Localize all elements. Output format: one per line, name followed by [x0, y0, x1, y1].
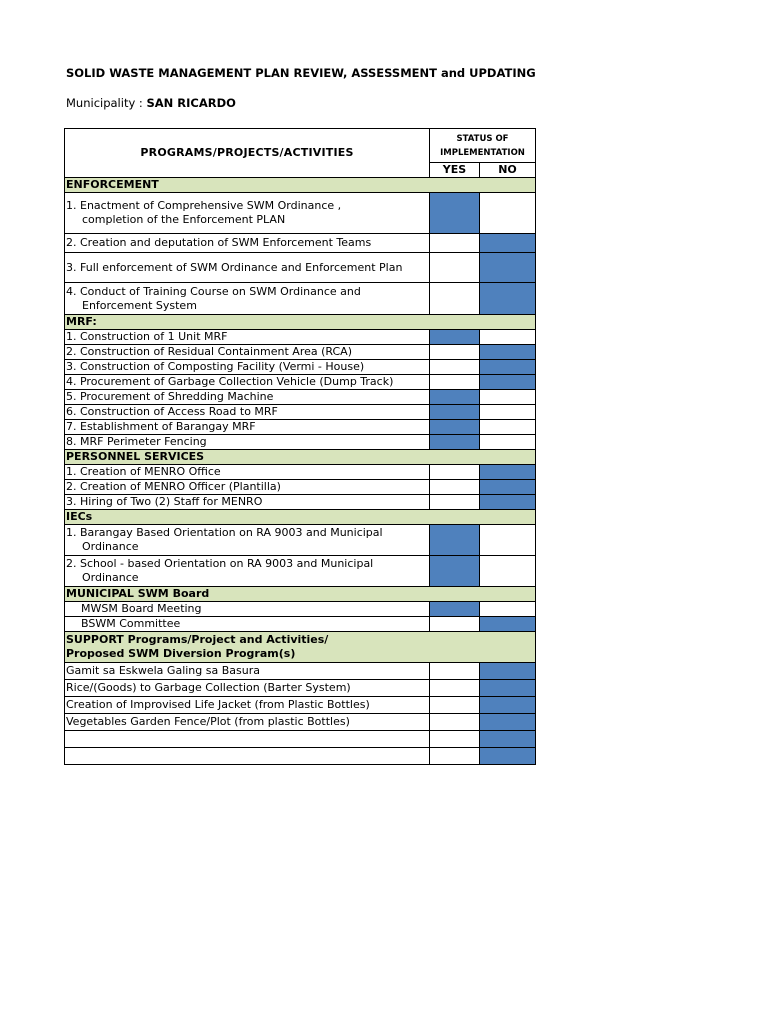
table-row: [65, 731, 536, 748]
activity-cell: [65, 330, 430, 345]
activity-text: 1. Enactment of Comprehensive SWM Ordinance ,: [66, 199, 342, 212]
yes-cell-marked: [430, 556, 480, 587]
yes-cell: [430, 617, 480, 632]
activity-cell: [65, 663, 430, 680]
yes-cell-marked: [430, 193, 480, 234]
table-row: [65, 330, 536, 345]
yes-cell: [430, 714, 480, 731]
section-title: ENFORCEMENT: [65, 178, 536, 193]
table-row: [65, 253, 536, 283]
status-table: [64, 128, 536, 765]
no-cell-marked: [480, 345, 536, 360]
section-row: [65, 510, 536, 525]
activity-text: 4. Conduct of Training Course on SWM Ordinance and: [66, 284, 361, 298]
yes-cell-marked: [430, 390, 480, 405]
section-row: [65, 178, 536, 193]
no-cell-marked: [480, 680, 536, 697]
activity-text: 3. Construction of Composting Facility (Vermi - House): [66, 360, 365, 373]
yes-cell: [430, 375, 480, 390]
activity-text: 1. Creation of MENRO Office: [66, 465, 221, 478]
activity-text-continued: completion of the Enforcement PLAN: [82, 213, 286, 226]
activity-text: 5. Procurement of Shredding Machine: [66, 390, 274, 403]
activity-cell: [65, 480, 430, 495]
no-cell-marked: [480, 714, 536, 731]
table-row: [65, 375, 536, 390]
table-row: [65, 420, 536, 435]
no-cell: [480, 330, 536, 345]
activity-text: MWSM Board Meeting: [81, 602, 202, 615]
activity-text-continued: Ordinance: [82, 540, 139, 553]
no-cell: [480, 602, 536, 617]
yes-cell: [430, 345, 480, 360]
activity-cell: [65, 602, 430, 617]
section-title: PERSONNEL SERVICES: [65, 450, 536, 465]
table-row: [65, 405, 536, 420]
yes-cell: [430, 748, 480, 765]
no-cell: [480, 556, 536, 587]
no-cell-marked: [480, 465, 536, 480]
yes-cell: [430, 697, 480, 714]
section-title: [65, 632, 536, 663]
activity-text: Gamit sa Eskwela Galing sa Basura: [66, 664, 260, 677]
activity-cell: [65, 697, 430, 714]
table-row: [65, 193, 536, 234]
section-row: [65, 632, 536, 663]
activity-cell: [65, 420, 430, 435]
header-status-line1: STATUS OF: [456, 133, 509, 144]
no-cell-marked: [480, 283, 536, 315]
table-row: [65, 714, 536, 731]
table-row: [65, 495, 536, 510]
activity-cell: [65, 375, 430, 390]
no-cell-marked: [480, 480, 536, 495]
yes-cell: [430, 360, 480, 375]
no-cell: [480, 525, 536, 556]
table-row: [65, 525, 536, 556]
no-cell-marked: [480, 253, 536, 283]
activity-cell: [65, 748, 430, 765]
activity-text: 2. Creation and deputation of SWM Enforcement Teams: [66, 236, 372, 249]
no-cell-marked: [480, 697, 536, 714]
table-row: [65, 602, 536, 617]
no-cell: [480, 420, 536, 435]
table-row: [65, 465, 536, 480]
activity-text: Rice/(Goods) to Garbage Collection (Barter System): [66, 681, 351, 694]
section-row: [65, 450, 536, 465]
activity-text: 2. School - based Orientation on RA 9003 and Municipal: [66, 557, 374, 570]
yes-cell: [430, 731, 480, 748]
activity-cell: [65, 617, 430, 632]
section-row: [65, 315, 536, 330]
table-row: [65, 283, 536, 315]
document-title: SOLID WASTE MANAGEMENT PLAN REVIEW, ASSESSMENT and UPDATING: [66, 66, 536, 80]
no-cell-marked: [480, 495, 536, 510]
yes-cell: [430, 283, 480, 315]
table-row: [65, 390, 536, 405]
yes-cell: [430, 234, 480, 253]
header-status-line2: IMPLEMENTATION: [440, 147, 525, 158]
activity-text: Creation of Improvised Life Jacket (from Plastic Bottles): [66, 698, 370, 711]
municipality-label: Municipality :: [66, 96, 147, 110]
section-row: [65, 587, 536, 602]
activity-cell: [65, 234, 430, 253]
municipality-line: [66, 96, 236, 110]
activity-text: Vegetables Garden Fence/Plot (from plastic Bottles): [66, 715, 350, 728]
activity-cell: [65, 345, 430, 360]
no-cell: [480, 390, 536, 405]
section-title: MUNICIPAL SWM Board: [65, 587, 536, 602]
no-cell-marked: [480, 360, 536, 375]
activity-cell: [65, 525, 430, 556]
activity-cell: [65, 556, 430, 587]
no-cell: [480, 193, 536, 234]
activity-cell: [65, 435, 430, 450]
table-row: [65, 680, 536, 697]
no-cell-marked: [480, 748, 536, 765]
yes-cell: [430, 480, 480, 495]
no-cell-marked: [480, 663, 536, 680]
yes-cell: [430, 253, 480, 283]
activity-cell: [65, 495, 430, 510]
no-cell-marked: [480, 617, 536, 632]
yes-cell-marked: [430, 405, 480, 420]
activity-cell: [65, 405, 430, 420]
section-title: IECs: [65, 510, 536, 525]
activity-text: 6. Construction of Access Road to MRF: [66, 405, 278, 418]
activity-cell: [65, 680, 430, 697]
section-title-line1: SUPPORT Programs/Project and Activities/: [66, 633, 329, 646]
activity-text: 7. Establishment of Barangay MRF: [66, 420, 256, 433]
header-yes: YES: [430, 163, 480, 178]
activity-text: 3. Hiring of Two (2) Staff for MENRO: [66, 495, 263, 508]
activity-cell: [65, 193, 430, 234]
section-title-line2: Proposed SWM Diversion Program(s): [66, 647, 296, 660]
activity-text-continued: Ordinance: [82, 571, 139, 584]
activity-text: 8. MRF Perimeter Fencing: [66, 435, 207, 448]
activity-cell: [65, 283, 430, 315]
activity-text-continued: Enforcement System: [82, 298, 197, 312]
no-cell-marked: [480, 731, 536, 748]
table-row: [65, 480, 536, 495]
activity-cell: [65, 731, 430, 748]
activity-text: BSWM Committee: [81, 617, 181, 630]
table-row: [65, 617, 536, 632]
yes-cell: [430, 663, 480, 680]
table-row: [65, 435, 536, 450]
no-cell: [480, 405, 536, 420]
yes-cell: [430, 495, 480, 510]
activity-cell: [65, 253, 430, 283]
municipality-value: SAN RICARDO: [146, 96, 236, 110]
activity-text: 4. Procurement of Garbage Collection Vehicle (Dump Track): [66, 375, 394, 388]
table-row: [65, 360, 536, 375]
activity-text: 2. Construction of Residual Containment Area (RCA): [66, 345, 352, 358]
activity-cell: [65, 714, 430, 731]
yes-cell: [430, 465, 480, 480]
yes-cell-marked: [430, 602, 480, 617]
yes-cell-marked: [430, 435, 480, 450]
activity-text: 2. Creation of MENRO Officer (Plantilla): [66, 480, 281, 493]
no-cell: [480, 435, 536, 450]
yes-cell-marked: [430, 420, 480, 435]
activity-cell: [65, 465, 430, 480]
header-programs: PROGRAMS/PROJECTS/ACTIVITIES: [65, 129, 430, 178]
table-row: [65, 663, 536, 680]
table-row: [65, 345, 536, 360]
activity-cell: [65, 390, 430, 405]
activity-text: 3. Full enforcement of SWM Ordinance and Enforcement Plan: [66, 260, 403, 274]
table-row: [65, 697, 536, 714]
header-status: [430, 129, 536, 163]
table-row: [65, 234, 536, 253]
table-row: [65, 748, 536, 765]
activity-cell: [65, 360, 430, 375]
table-row: [65, 556, 536, 587]
no-cell-marked: [480, 375, 536, 390]
yes-cell-marked: [430, 330, 480, 345]
section-title: MRF:: [65, 315, 536, 330]
activity-text: 1. Barangay Based Orientation on RA 9003 and Municipal: [66, 526, 383, 539]
activity-text: 1. Construction of 1 Unit MRF: [66, 330, 228, 343]
no-cell-marked: [480, 234, 536, 253]
header-no: NO: [480, 163, 536, 178]
yes-cell-marked: [430, 525, 480, 556]
yes-cell: [430, 680, 480, 697]
